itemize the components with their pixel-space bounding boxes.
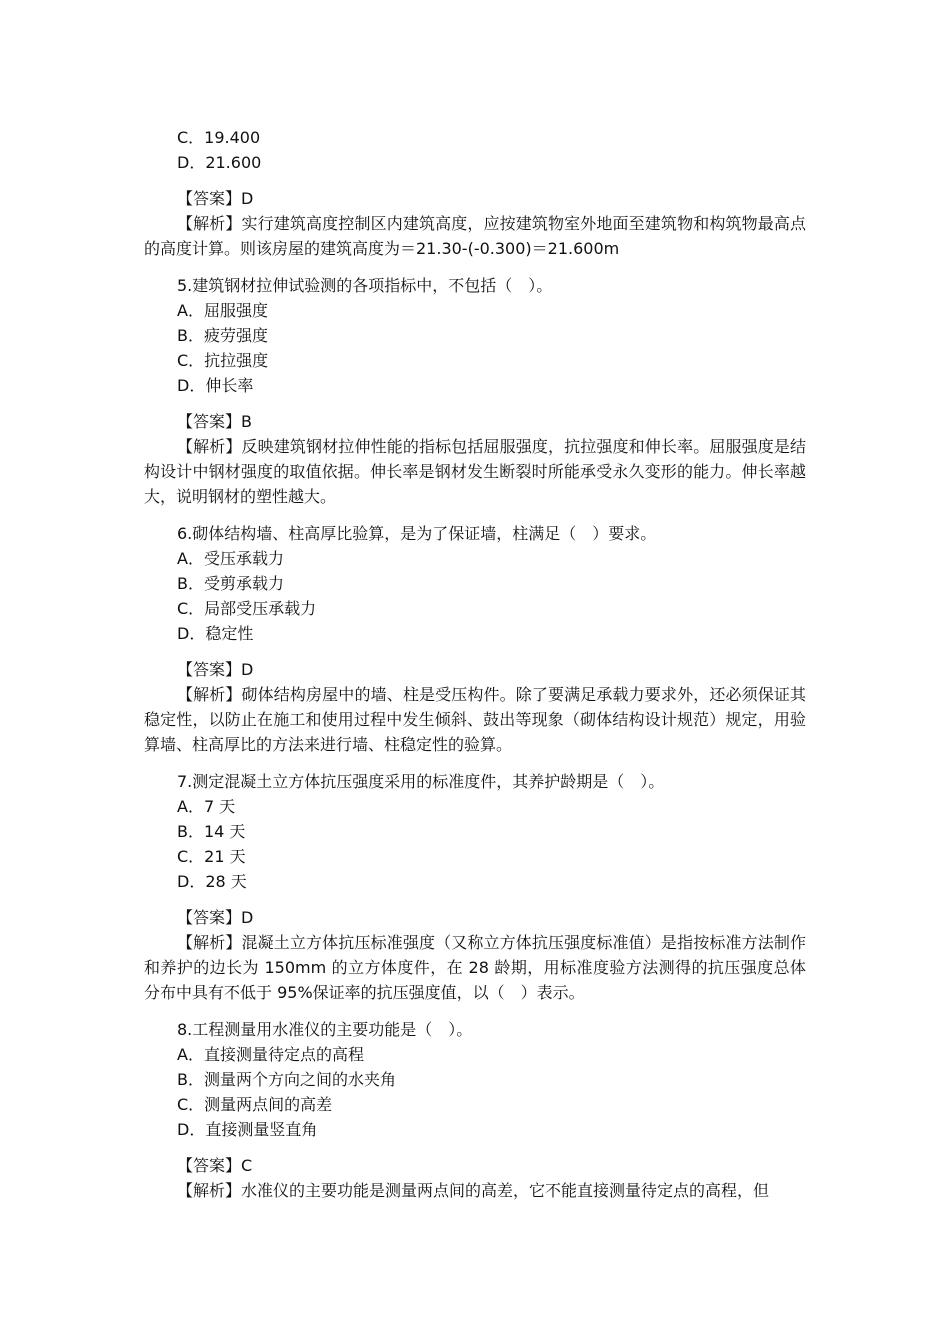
question-7: 7.测定混凝土立方体抗压强度采用的标准度件，其养护龄期是（ ）。 bbox=[177, 772, 665, 791]
answer-line: 【答案】D bbox=[177, 189, 254, 208]
analysis-paragraph: 【解析】反映建筑钢材拉伸性能的指标包括屈服强度，抗拉强度和伸长率。屈服强度是结构设计中钢材强度的取值依据。伸长率是钢材发生断裂时所能承受永久变形的能力。伸长率越大，说明钢材的塑性越大。 bbox=[144, 437, 806, 506]
question-6: 6.砌体结构墙、柱高厚比验算，是为了保证墙，柱满足（ ）要求。 bbox=[177, 524, 657, 543]
option-d: D．28 天 bbox=[177, 872, 247, 891]
answer-line: 【答案】B bbox=[177, 412, 252, 431]
option-a: A．屈服强度 bbox=[177, 301, 268, 320]
option-d: D．稳定性 bbox=[177, 624, 254, 643]
analysis-paragraph: 【解析】混凝土立方体抗压标准强度（又称立方体抗压强度标准值）是指按标准方法制作和养护的边长为 150mm 的立方体度件，在 28 龄期，用标准度验方法测得的抗压强度总体分布中具有不低于 95%保证率的抗压强度值，以（ ）表示。 bbox=[144, 933, 806, 1002]
option-a: A．7 天 bbox=[177, 797, 236, 816]
answer-line: 【答案】D bbox=[177, 908, 254, 927]
option-a: A．受压承载力 bbox=[177, 549, 284, 568]
option-b: B．测量两个方向之间的水夹角 bbox=[177, 1070, 396, 1089]
analysis-paragraph: 【解析】水准仪的主要功能是测量两点间的高差，它不能直接测量待定点的高程，但 bbox=[177, 1181, 770, 1200]
option-c: C．21 天 bbox=[177, 847, 246, 866]
analysis-paragraph: 【解析】砌体结构房屋中的墙、柱是受压构件。除了要满足承载力要求外，还必须保证其稳定性，以防止在施工和使用过程中发生倾斜、鼓出等现象（砌体结构设计规范）规定，用验算墙、柱高厚比的方法来进行墙、柱稳定性的验算。 bbox=[144, 685, 806, 754]
option-a: A．直接测量待定点的高程 bbox=[177, 1045, 364, 1064]
option-d: D．直接测量竖直角 bbox=[177, 1120, 318, 1139]
option-c: C．局部受压承载力 bbox=[177, 599, 317, 618]
option-b: B．疲劳强度 bbox=[177, 326, 268, 345]
analysis-paragraph: 【解析】实行建筑高度控制区内建筑高度，应按建筑物室外地面至建筑物和构筑物最高点的高度计算。则该房屋的建筑高度为＝21.30-(-0.300)＝21.600m bbox=[144, 214, 806, 258]
option-d: D．21.600 bbox=[177, 153, 262, 172]
option-b: B．14 天 bbox=[177, 822, 246, 841]
answer-line: 【答案】D bbox=[177, 660, 254, 679]
option-c: C．抗拉强度 bbox=[177, 351, 269, 370]
answer-line: 【答案】C bbox=[177, 1156, 253, 1175]
option-c: C．测量两点间的高差 bbox=[177, 1095, 333, 1114]
question-8: 8.工程测量用水准仪的主要功能是（ ）。 bbox=[177, 1020, 473, 1039]
option-b: B．受剪承载力 bbox=[177, 574, 284, 593]
option-d: D．伸长率 bbox=[177, 376, 254, 395]
option-c: C．19.400 bbox=[177, 128, 261, 147]
question-5: 5.建筑钢材拉伸试验测的各项指标中，不包括（ ）。 bbox=[177, 276, 553, 295]
